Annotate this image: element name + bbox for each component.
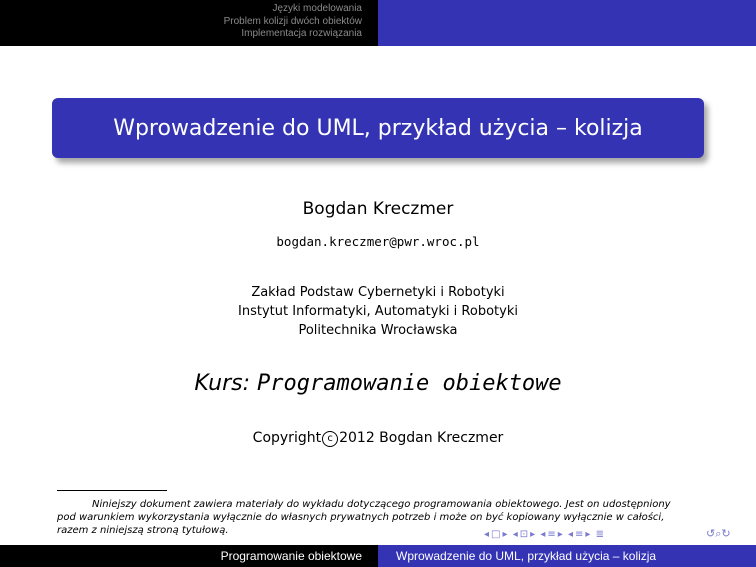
header-nav-left bbox=[0, 0, 378, 46]
section-list bbox=[224, 3, 362, 41]
footnote-rule bbox=[57, 490, 167, 491]
nav-part-icon[interactable]: ≡ bbox=[575, 529, 584, 540]
nav-section-prev-icon[interactable]: ◂ bbox=[540, 529, 546, 540]
nav-section-next-icon[interactable]: ▸ bbox=[557, 529, 563, 540]
nav-subsection-prev-icon[interactable]: ◂ bbox=[512, 529, 518, 540]
copyright-symbol: c bbox=[322, 431, 338, 447]
section-link-2[interactable]: Problem kolizji dwóch obiektów bbox=[223, 15, 362, 27]
nav-frame-icon[interactable]: □ bbox=[491, 529, 501, 540]
navigation-symbols bbox=[484, 529, 606, 541]
footline-right bbox=[378, 545, 756, 567]
course-line bbox=[0, 371, 756, 396]
section-link-1[interactable]: Języki modelowania bbox=[272, 3, 362, 14]
section-link-3[interactable]: Implementacja rozwiązania bbox=[241, 28, 362, 39]
footnote-text: Niniejszy dokument zawiera materiały do wykładu dotyczącego programowania obiektowego. Jest on udostępniony pod warunkiem wykorzystania wyłącznie do własnych prywatnych potrzeb i może on być kopiowany wyłącznie w całości, razem z niniejszą stroną tytułową. bbox=[57, 499, 671, 536]
nav-menu-icon[interactable]: ≣ bbox=[595, 529, 605, 540]
institute-line-3: Politechnika Wrocławska bbox=[298, 323, 458, 338]
nav-frame-next-icon[interactable]: ▸ bbox=[502, 529, 508, 540]
title-box bbox=[52, 98, 704, 158]
nav-subsection-icon[interactable]: ⊡ bbox=[519, 529, 529, 540]
footer-course: Programowanie obiektowe bbox=[220, 549, 362, 563]
slide-title: Wprowadzenie do UML, przykład użycia – kolizja bbox=[113, 115, 643, 141]
nav-part-next-icon[interactable]: ▸ bbox=[585, 529, 591, 540]
header-nav-right bbox=[378, 0, 756, 46]
nav-subsection-next-icon[interactable]: ▸ bbox=[530, 529, 536, 540]
institute-line-2: Instytut Informatyki, Automatyki i Robotyki bbox=[238, 304, 518, 319]
course-label: Kurs: bbox=[194, 371, 251, 396]
footline-left bbox=[0, 545, 378, 567]
nav-part-prev-icon[interactable]: ◂ bbox=[567, 529, 574, 540]
nav-section-icon[interactable]: ≡ bbox=[547, 529, 556, 540]
nav-frame-prev-icon[interactable]: ◂ bbox=[484, 529, 490, 540]
author-email: bogdan.kreczmer@pwr.wroc.pl bbox=[276, 234, 480, 249]
author-name: Bogdan Kreczmer bbox=[302, 199, 454, 219]
copyright-word: Copyright bbox=[252, 430, 322, 446]
course-name: Programowanie obiektowe bbox=[257, 371, 562, 396]
copyright-line bbox=[0, 430, 756, 447]
footer-title: Wprowadzenie do UML, przykład użycia – kolizja bbox=[396, 549, 657, 563]
copyright-rest: 2012 Bogdan Kreczmer bbox=[339, 430, 504, 446]
institute-line-1: Zakład Podstaw Cybernetyki i Robotyki bbox=[251, 285, 505, 300]
search-icon[interactable]: ↺⌕↻ bbox=[706, 527, 731, 540]
